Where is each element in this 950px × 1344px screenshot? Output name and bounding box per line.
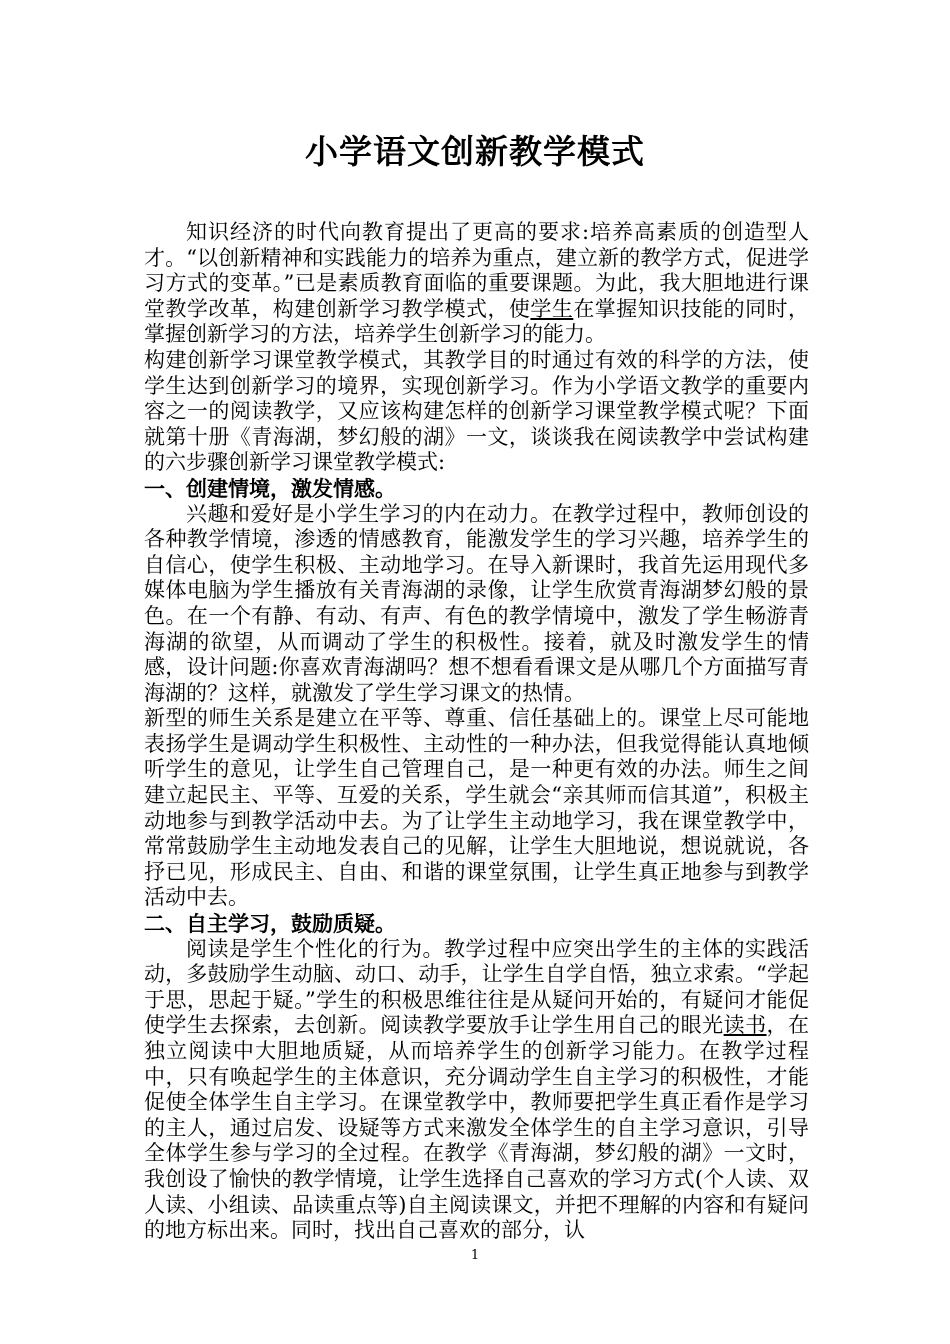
intro-paragraph-1-text-a: 知识经济的时代向教育提出了更高的要求:培养高素质的创造型人才。“以创新精神和实践能力的培养为重点，建立新的教学方式，促进学习方式的变革。”已是素质教育面临的重要课题。为此，我大胆地进行课堂教学改革，构建创新学习教学模式，使	[144, 220, 809, 321]
document-body	[144, 220, 809, 1244]
student-link[interactable]: 学生	[530, 296, 574, 321]
document-title: 小学语文创新教学模式	[305, 132, 645, 171]
section-2-paragraph-1-text-b: ，在独立阅读中大胆地质疑，从而培养学生的创新学习能力。在教学过程中，只有唤起学生的主体意识，充分调动学生自主学习的积极性，才能促使全体学生自主学习。在课堂教学中，教师要把学生真正看作是学习的主人，通过启发、设疑等方式来激发全体学生的自主学习意识，引导全体学生参与学习的全过程。在教学《青海湖，梦幻般的湖》一文时，我创设了愉快的教学情境，让学生选择自己喜欢的学习方式(个人读、双人读、小组读、品读重点等)自主阅读课文，并把不理解的内容和有疑问的地方标出来。同时，找出自己喜欢的部分，认	[144, 1013, 810, 1243]
section-1-paragraph-1: 兴趣和爱好是小学生学习的内在动力。在教学过程中，教师创设的各种教学情境，渗透的情感教育，能激发学生的学习兴趣，培养学生的自信心，使学生积极、主动地学习。在导入新课时，我首先运用现代多媒体电脑为学生播放有关青海湖的录像，让学生欣赏青海湖梦幻般的景色。在一个有静、有动、有声、有色的教学情境中，激发了学生畅游青海湖的欲望，从而调动了学生的积极性。接着，就及时激发学生的情感，设计问题:你喜欢青海湖吗？想不想看看课文是从哪几个方面描写青海湖的？这样，就激发了学生学习课文的热情。	[144, 501, 809, 705]
intro-paragraph-1-text-b: 在掌握知识技能的同时，掌握创新学习的方法，培养学生创新学习的能力。	[144, 296, 810, 347]
section-1-paragraph-2: 新型的师生关系是建立在平等、尊重、信任基础上的。课堂上尽可能地表扬学生是调动学生积极性、主动性的一种办法，但我觉得能认真地倾听学生的意见，让学生自己管理自己，是一种更有效的办法。师生之间建立起民主、平等、互爱的关系，学生就会“亲其师而信其道”，积极主动地参与到教学活动中去。为了让学生主动地学习，我在课堂教学中，常常鼓励学生主动地发表自己的见解，让学生大胆地说，想说就说，各抒已见，形成民主、自由、和谐的课堂氛围，让学生真正地参与到教学活动中去。	[144, 706, 809, 910]
section-2-paragraph-1-text-a: 阅读是学生个性化的行为。教学过程中应突出学生的主体的实践活动，多鼓励学生动脑、动口、动手，让学生自学自悟，独立求索。“学起于思，思起于疑。”学生的积极思维往往是从疑问开始的，有疑问才能促使学生去探索，去创新。阅读教学要放手让学生用自己的眼光	[144, 936, 809, 1038]
intro-paragraph-2: 构建创新学习课堂教学模式，其教学目的时通过有效的科学的方法，使学生达到创新学习的境界，实现创新学习。作为小学语文教学的重要内容之一的阅读教学，又应该构建怎样的创新学习课堂教学模式呢？下面就第十册《青海湖，梦幻般的湖》一文，谈谈我在阅读教学中尝试构建的六步骤创新学习课堂教学模式:	[144, 347, 809, 475]
reading-link[interactable]: 读书	[723, 1013, 767, 1038]
section-1-heading: 一、创建情境，激发情感。	[144, 475, 396, 501]
page-number: 1	[470, 1248, 480, 1263]
section-2-heading: 二、自主学习，鼓励质疑。	[144, 911, 396, 937]
section-2-paragraph-1	[144, 937, 809, 1244]
intro-paragraph-1	[144, 220, 809, 348]
